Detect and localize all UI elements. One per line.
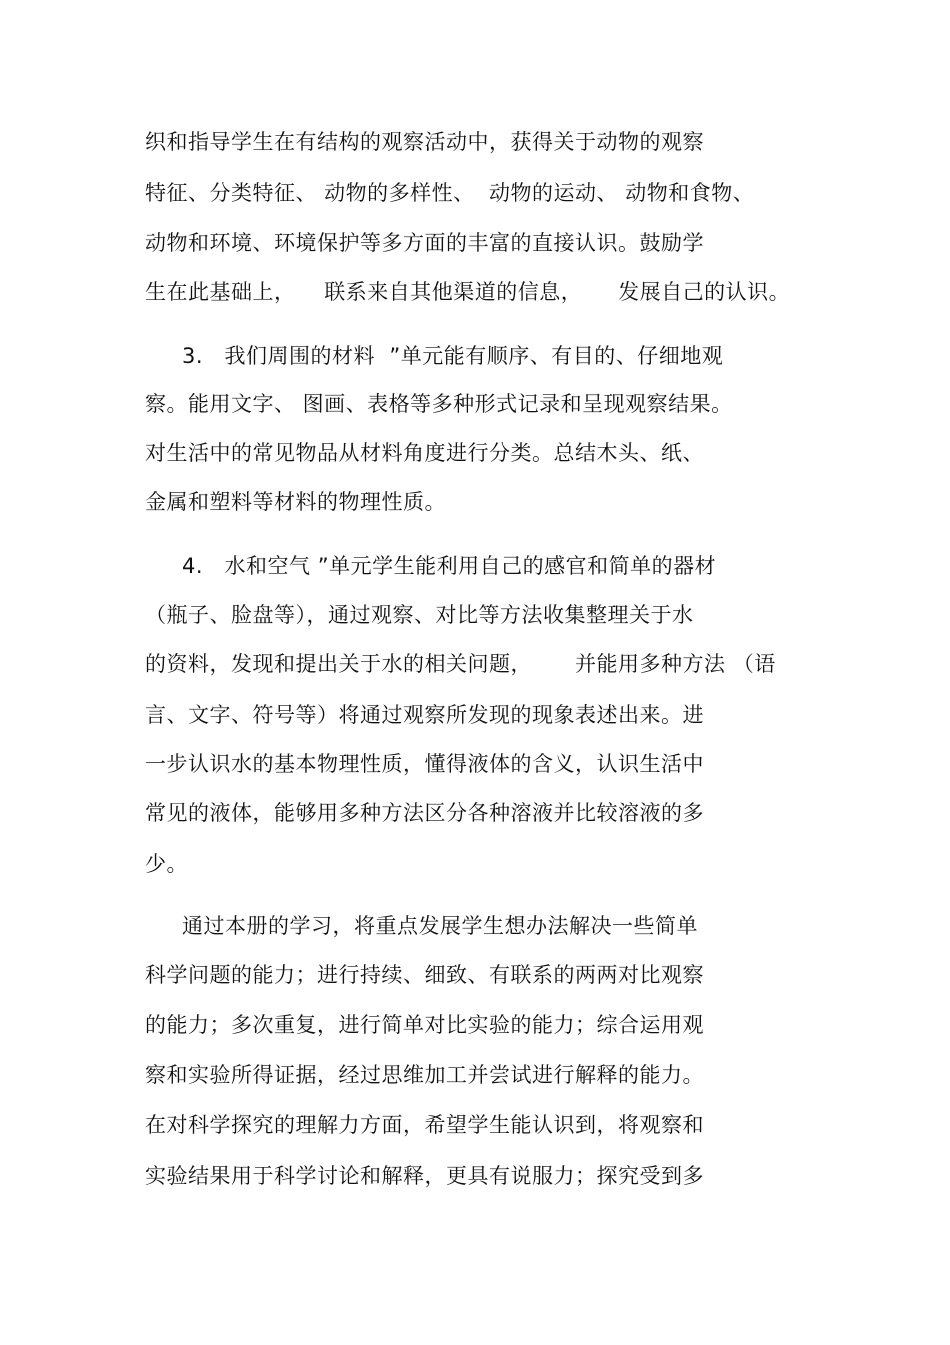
paragraph-1-line-2: 特征、分类特征、 动物的多样性、 动物的运动、 动物和食物、 — [145, 181, 755, 205]
paragraph-4-line-4: 察和实验所得证据，经过思维加工并尝试进行解释的能力。 — [145, 1063, 704, 1087]
paragraph-4-line-5: 在对科学探究的理解力方面，希望学生能认识到，将观察和 — [145, 1113, 704, 1137]
paragraph-2-line-3: 对生活中的常见物品从材料角度进行分类。总结木头、纸、 — [145, 441, 704, 465]
paragraph-3-line-3: 的资料，发现和提出关于水的相关问题， 并能用多种方法 （语 — [145, 652, 776, 676]
paragraph-2-line-1: 3. 我们周围的材料 ”单元能有顺序、有目的、仔细地观 — [182, 344, 724, 368]
paragraph-2-line-2: 察。能用文字、 图画、表格等多种形式记录和呈现观察结果。 — [145, 392, 733, 416]
paragraph-3-line-7: 少。 — [145, 852, 188, 876]
paragraph-1-line-1: 织和指导学生在有结构的观察活动中，获得关于动物的观察 — [145, 130, 704, 154]
paragraph-3-line-4: 言、文字、符号等）将通过观察所发现的现象表述出来。进 — [145, 703, 704, 727]
paragraph-3-line-6: 常见的液体，能够用多种方法区分各种溶液并比较溶液的多 — [145, 801, 704, 825]
paragraph-1-line-4: 生在此基础上， 联系来自其他渠道的信息， 发展自己的认识。 — [145, 280, 791, 304]
paragraph-1-line-3: 动物和环境、环境保护等多方面的丰富的直接认识。鼓励学 — [145, 231, 704, 255]
paragraph-2-line-4: 金属和塑料等材料的物理性质。 — [145, 490, 446, 514]
paragraph-4-line-2: 科学问题的能力；进行持续、细致、有联系的两两对比观察 — [145, 963, 704, 987]
paragraph-4-line-6: 实验结果用于科学讨论和解释，更具有说服力；探究受到多 — [145, 1164, 704, 1188]
paragraph-4-line-1: 通过本册的学习，将重点发展学生想办法解决一些简单 — [182, 914, 698, 938]
paragraph-4-line-3: 的能力；多次重复，进行简单对比实验的能力；综合运用观 — [145, 1013, 704, 1037]
paragraph-3-line-2: （瓶子、脸盘等），通过观察、对比等方法收集整理关于水 — [145, 603, 694, 627]
paragraph-3-line-5: 一步认识水的基本物理性质，懂得液体的含义，认识生活中 — [145, 752, 704, 776]
paragraph-3-line-1: 4. 水和空气 ”单元学生能利用自己的感官和简单的器材 — [182, 554, 717, 578]
